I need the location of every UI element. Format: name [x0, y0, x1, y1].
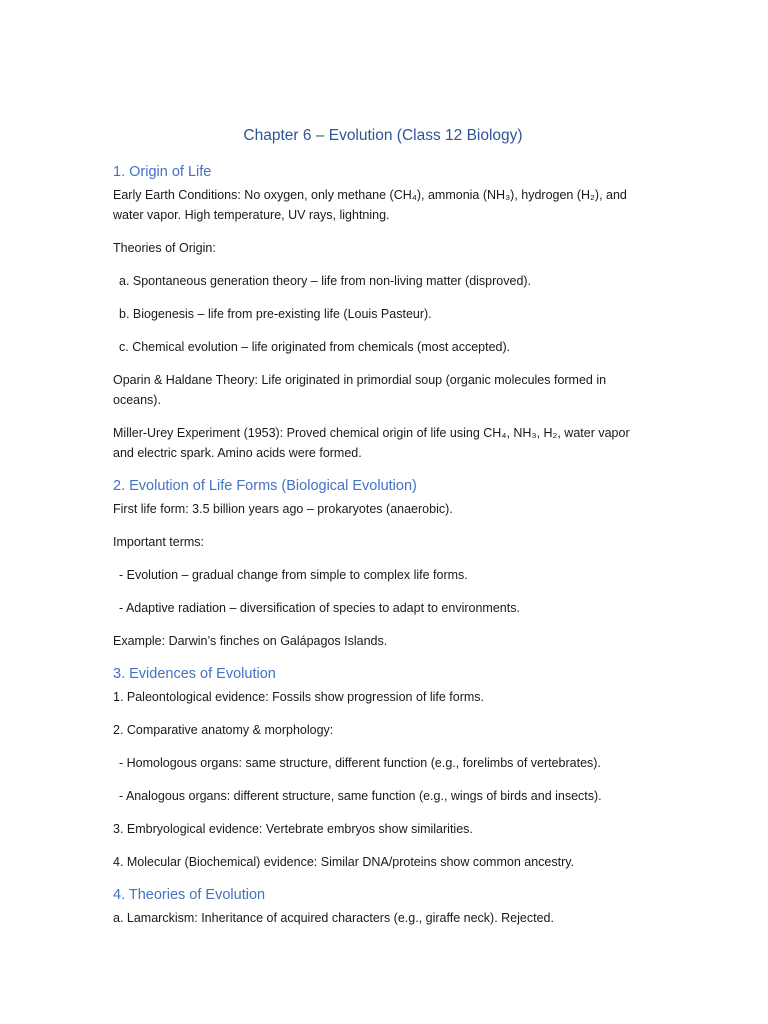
- section-origin-of-life: [113, 162, 653, 463]
- paragraph: Oparin & Haldane Theory: Life originated in primordial soup (organic molecules formed in oceans).: [113, 373, 607, 407]
- paragraph: Miller-Urey Experiment (1953): Proved chemical origin of life using CH₄, NH₃, H₂, water vapor and electric spark. Amino acids were formed.: [113, 426, 630, 460]
- paragraph: Early Earth Conditions: No oxygen, only methane (CH₄), ammonia (NH₃), hydrogen (H₂), and water vapor. High temperature, UV rays, lightning.: [113, 188, 627, 222]
- document-page: [113, 124, 653, 941]
- paragraph: 3. Embryological evidence: Vertebrate embryos show similarities.: [113, 822, 473, 836]
- section-heading: 2. Evolution of Life Forms (Biological Evolution): [113, 478, 417, 494]
- section-heading: 3. Evidences of Evolution: [113, 666, 276, 682]
- list-item: b. Biogenesis – life from pre-existing life (Louis Pasteur).: [119, 307, 432, 321]
- paragraph: Important terms:: [113, 535, 204, 549]
- section-evidences-of-evolution: [113, 664, 653, 872]
- paragraph: First life form: 3.5 billion years ago – prokaryotes (anaerobic).: [113, 502, 453, 516]
- page-title: Chapter 6 – Evolution (Class 12 Biology): [243, 127, 523, 144]
- paragraph: 4. Molecular (Biochemical) evidence: Similar DNA/proteins show common ancestry.: [113, 855, 575, 869]
- list-item: - Analogous organs: different structure, same function (e.g., wings of birds and insects).: [119, 789, 602, 803]
- list-item: - Adaptive radiation – diversification of species to adapt to environments.: [119, 601, 520, 615]
- section-heading: 1. Origin of Life: [113, 164, 212, 180]
- list-item: a. Spontaneous generation theory – life from non-living matter (disproved).: [119, 274, 532, 288]
- list-item: - Homologous organs: same structure, different function (e.g., forelimbs of vertebrates).: [119, 756, 601, 770]
- section-heading: 4. Theories of Evolution: [113, 887, 266, 903]
- paragraph: a. Lamarckism: Inheritance of acquired characters (e.g., giraffe neck). Rejected.: [113, 911, 554, 925]
- paragraph: Theories of Origin:: [113, 241, 216, 255]
- paragraph: 2. Comparative anatomy & morphology:: [113, 723, 334, 737]
- list-item: - Evolution – gradual change from simple to complex life forms.: [119, 568, 468, 582]
- section-evolution-of-life-forms: [113, 476, 653, 651]
- paragraph: Example: Darwin’s finches on Galápagos Islands.: [113, 634, 388, 648]
- section-theories-of-evolution: [113, 885, 653, 928]
- paragraph: 1. Paleontological evidence: Fossils show progression of life forms.: [113, 690, 485, 704]
- list-item: c. Chemical evolution – life originated from chemicals (most accepted).: [119, 340, 511, 354]
